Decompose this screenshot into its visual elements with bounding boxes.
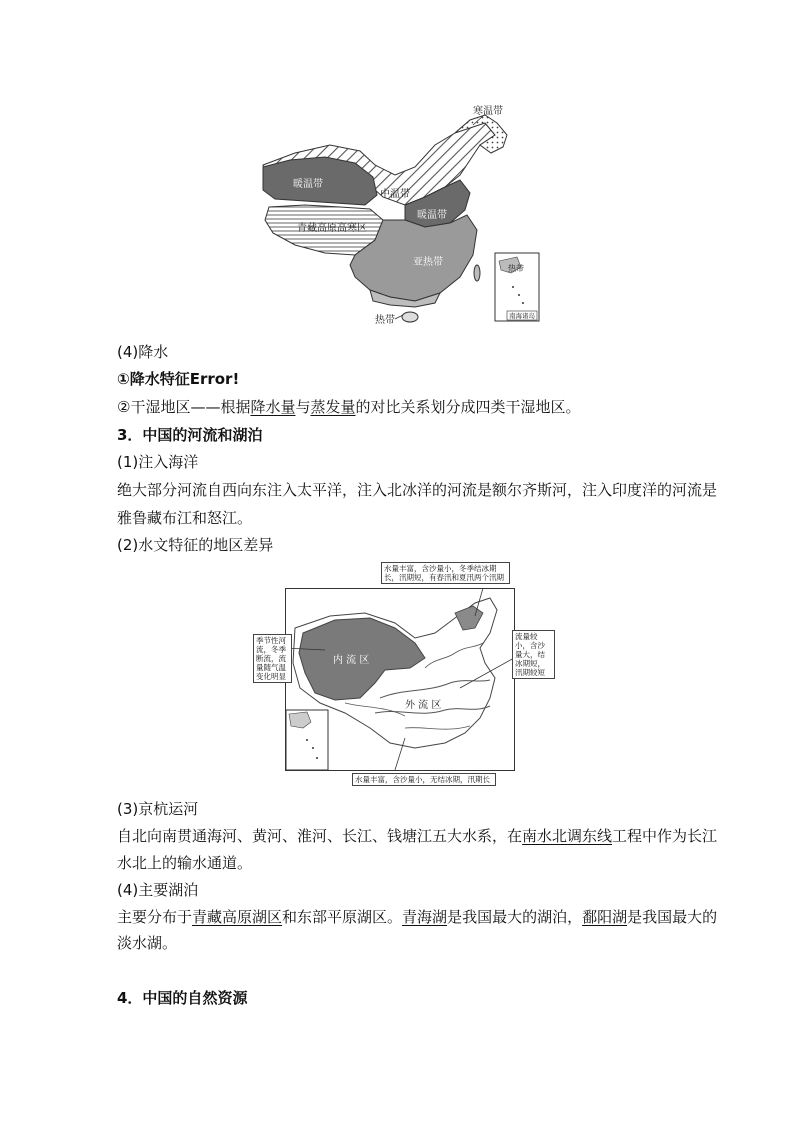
heading-lakes: (4)主要湖泊: [117, 881, 199, 899]
label-mid-temperate: 中温带: [380, 189, 410, 200]
label-inset-caption: 南海诸岛: [509, 312, 535, 320]
section-4-title: 4．中国的自然资源: [117, 989, 248, 1007]
label-tropical: 热带: [375, 315, 395, 326]
hydrology-map: [285, 588, 515, 771]
label-inset-tropical: 热带: [508, 264, 524, 273]
label-warm-temperate-east: 暖温带: [417, 210, 447, 221]
term-poyang-lake: 鄱阳湖: [582, 908, 628, 926]
para-ocean-line-1: 绝大部分河流自西向东注入太平洋，注入北冰洋的河流是额尔齐斯河，注入印度洋的河流是: [117, 481, 718, 499]
heading-into-ocean: (1)注入海洋: [117, 453, 199, 471]
temperature-zone-map: [255, 105, 545, 327]
hainan-island: [402, 312, 418, 322]
inset-south-china-sea: [495, 253, 539, 321]
label-warm-temperate-west: 暖温带: [293, 179, 323, 190]
term-qinghai-lake: 青海湖: [402, 908, 448, 926]
label-plateau: 青藏高原高寒区: [297, 223, 367, 234]
precip-item-2: ②干湿地区——根据降水量与蒸发量的对比关系划分成四类干湿地区。: [117, 398, 581, 416]
term-plateau-lakes: 青藏高原湖区: [192, 908, 283, 926]
callout-south: 水量丰富，含沙量小，无结冰期，汛期长: [352, 773, 496, 786]
label-outer-drainage: 外 流 区: [405, 700, 442, 711]
label-subtropical: 亚热带: [413, 257, 443, 268]
section-3-title: 3．中国的河流和湖泊: [117, 426, 263, 444]
label-inner-drainage: 内 流 区: [333, 655, 370, 666]
callout-north: 水量丰富，含沙量小，冬季结冰期长，汛期短，有春汛和夏汛两个汛期: [381, 562, 510, 584]
heading-precipitation: (4)降水: [117, 343, 169, 361]
callout-west: 季节性河流，冬季断流，流量随气温变化明显: [253, 634, 292, 683]
label-cold-temperate: 寒温带: [473, 106, 503, 117]
para-lakes-line-1: 主要分布于青藏高原湖区和东部平原湖区。青海湖是我国最大的湖泊，鄱阳湖是我国最大的: [117, 908, 718, 926]
para-canal-line-1: 自北向南贯通海河、黄河、淮河、长江、钱塘江五大水系，在南水北调东线工程中作为长江: [117, 827, 718, 845]
heading-hydrology: (2)水文特征的地区差异: [117, 536, 274, 554]
taiwan-island: [474, 265, 480, 281]
term-east-route: 南水北调东线: [522, 827, 613, 845]
precip-item-1: ①降水特征Error!: [117, 370, 240, 388]
callout-east: 流量较小，含沙量大，结冰期短，汛期较短: [512, 630, 555, 679]
term-evaporation: 蒸发量: [310, 398, 356, 416]
para-ocean-line-2: 雅鲁藏布江和怒江。: [117, 509, 253, 527]
heading-grand-canal: (3)京杭运河: [117, 800, 199, 818]
para-lakes-line-2: 淡水湖。: [117, 934, 178, 952]
para-canal-line-2: 水北上的输水通道。: [117, 854, 253, 872]
term-precipitation: 降水量: [250, 398, 296, 416]
